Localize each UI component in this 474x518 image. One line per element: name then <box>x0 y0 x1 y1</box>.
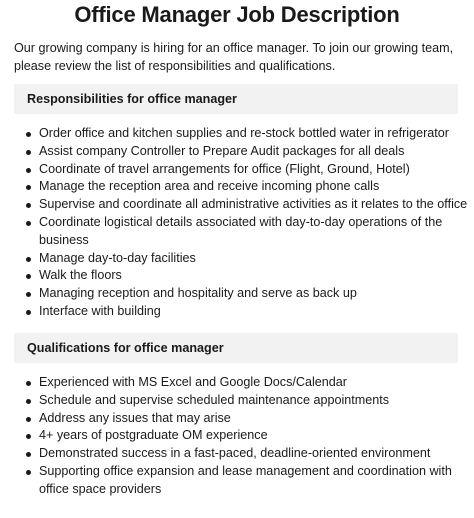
list-item <box>39 445 474 463</box>
list-item <box>39 303 474 321</box>
bullet-icon <box>26 417 31 422</box>
bullet-icon <box>26 150 31 155</box>
list-item <box>39 125 474 143</box>
list-item <box>39 143 474 161</box>
list-item <box>39 427 474 445</box>
list-item-text: Coordinate logistical details associated with day-to-day operations of the business <box>39 214 443 247</box>
list-item <box>39 374 474 392</box>
list-item-text: Walk the floors <box>39 268 122 283</box>
list-item <box>39 285 474 303</box>
list-item <box>39 178 474 196</box>
list-item-text: 4+ years of postgraduate OM experience <box>39 428 268 443</box>
bullet-icon <box>26 168 31 173</box>
list-item-text: Experienced with MS Excel and Google Docs/Calendar <box>39 375 348 389</box>
list-item-text: Assist company Controller to Prepare Audit packages for all deals <box>39 143 405 158</box>
list-item-text: Schedule and supervise scheduled maintenance appointments <box>39 392 390 407</box>
qualifications-list <box>24 374 474 499</box>
list-item <box>39 392 474 410</box>
list-item-text: Managing reception and hospitality and serve as back up <box>39 286 357 301</box>
list-item <box>39 250 474 268</box>
responsibilities-heading: Responsibilities for office manager <box>14 84 458 114</box>
bullet-icon <box>26 257 31 262</box>
bullet-icon <box>26 434 31 439</box>
bullet-icon <box>26 470 31 475</box>
list-item <box>39 463 474 499</box>
list-item-text: Manage the reception area and receive incoming phone calls <box>39 179 380 194</box>
list-item-text: Interface with building <box>39 303 161 318</box>
list-item-text: Supporting office expansion and lease management and coordination with office space providers <box>39 463 452 496</box>
bullet-icon <box>26 132 31 137</box>
list-item-text: Manage day-to-day facilities <box>39 250 196 265</box>
bullet-icon <box>26 185 31 190</box>
page-title: Office Manager Job Description <box>74 2 400 27</box>
list-item <box>39 267 474 285</box>
bullet-icon <box>26 292 31 297</box>
bullet-icon <box>26 310 31 315</box>
list-item <box>39 214 474 250</box>
list-item-text: Coordinate of travel arrangements for office (Flight, Ground, Hotel) <box>39 161 410 176</box>
bullet-icon <box>26 381 31 386</box>
list-item-text: Supervise and coordinate all administrative activities as it relates to the office <box>39 197 468 212</box>
bullet-icon <box>26 274 31 279</box>
list-item <box>39 196 474 214</box>
list-item <box>39 410 474 428</box>
list-item-text: Address any issues that may arise <box>39 410 231 425</box>
bullet-icon <box>26 399 31 404</box>
intro-paragraph: Our growing company is hiring for an office manager. To join our growing team, please review the list of responsibilities and qualifications. <box>14 41 454 73</box>
responsibilities-list <box>24 125 474 321</box>
list-item <box>39 161 474 179</box>
list-item-text: Demonstrated success in a fast-paced, deadline-oriented environment <box>39 446 431 461</box>
bullet-icon <box>26 221 31 226</box>
bullet-icon <box>26 452 31 457</box>
qualifications-heading: Qualifications for office manager <box>14 333 458 363</box>
bullet-icon <box>26 203 31 208</box>
list-item-text: Order office and kitchen supplies and re-stock bottled water in refrigerator <box>39 126 449 140</box>
